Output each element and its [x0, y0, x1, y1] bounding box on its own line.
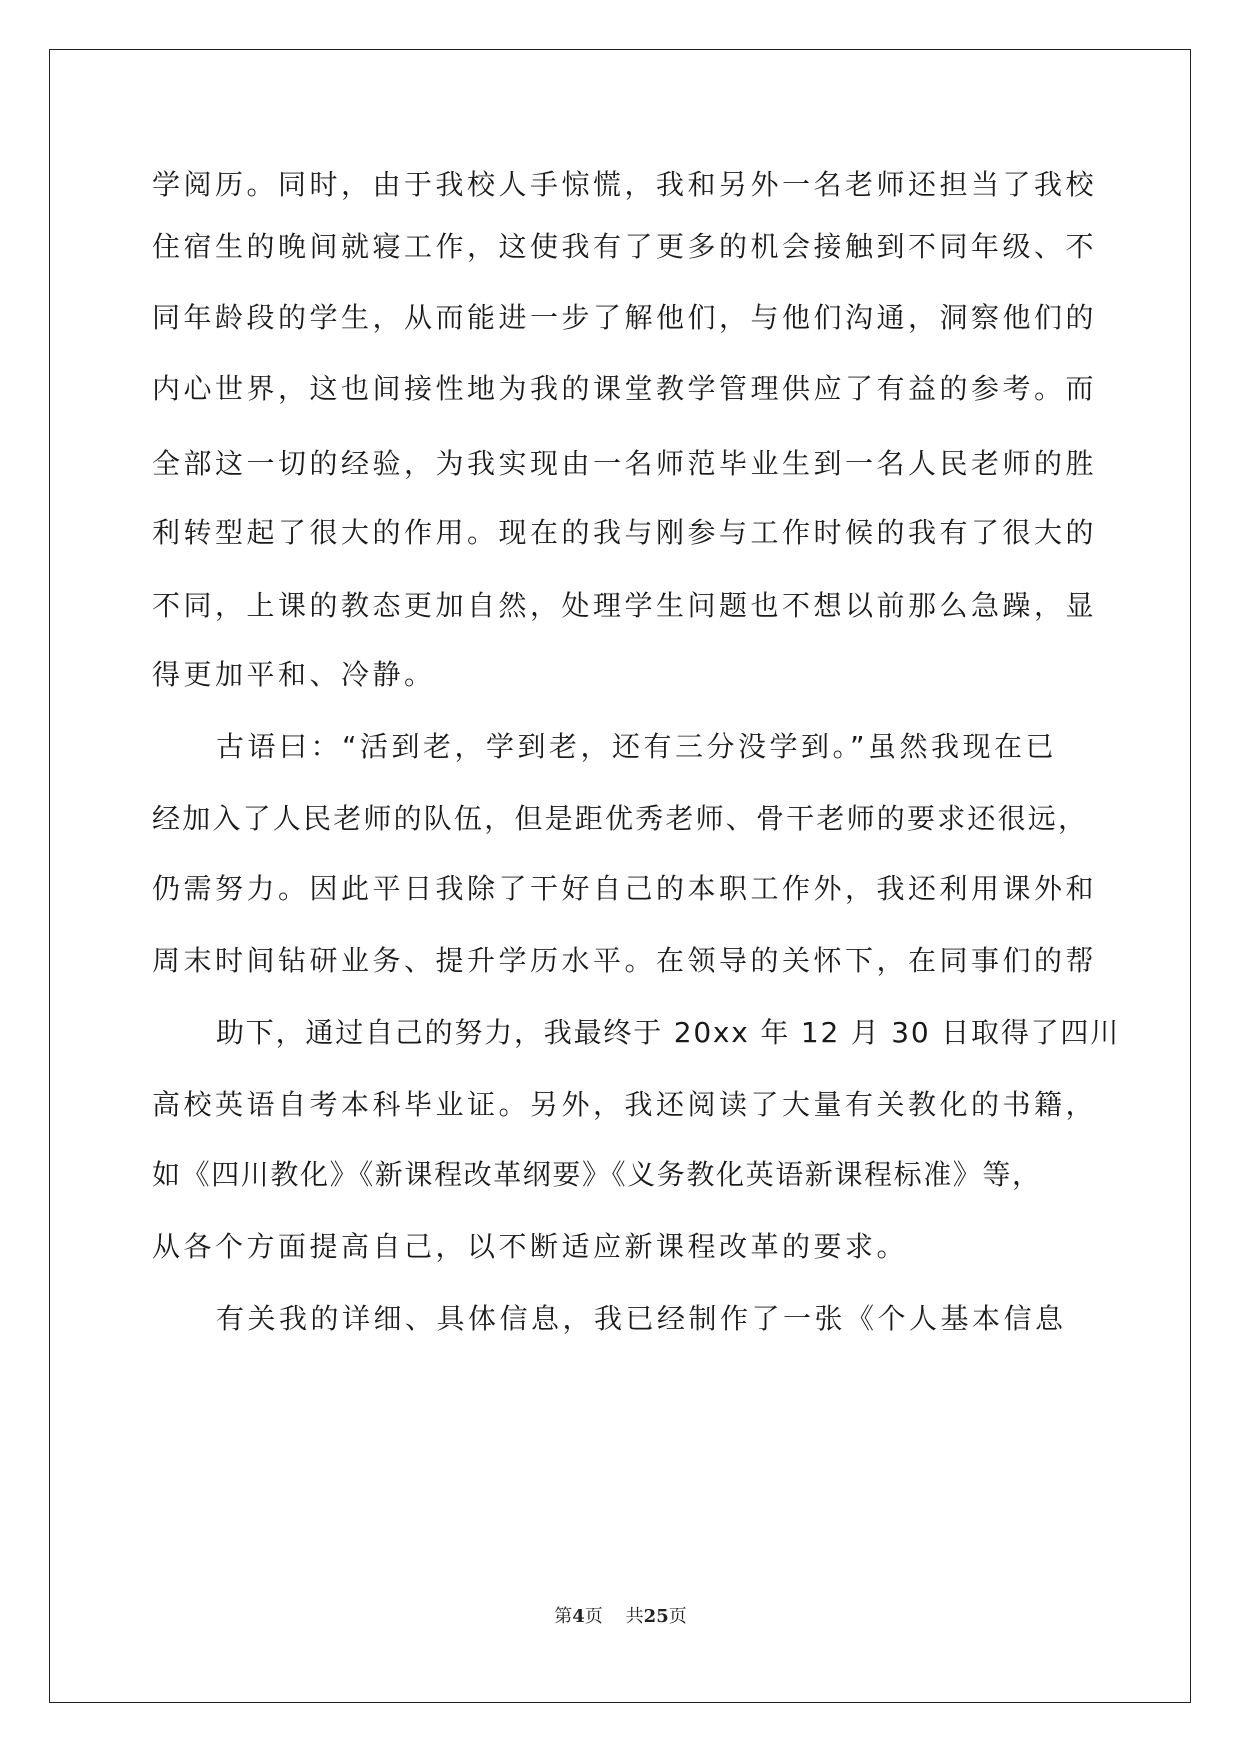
total-pages: 25 — [643, 1606, 669, 1627]
body-text-line: 经加入了人民老师的队伍，但是距优秀老师、骨干老师的要求还很远， — [152, 802, 1089, 835]
page-suffix: 页 — [584, 1606, 603, 1627]
total-suffix: 页 — [668, 1606, 687, 1627]
paragraph-first-line: 古语曰：“活到老，学到老，还有三分没学到。”虽然我现在已 — [216, 730, 1058, 763]
page-number: 4 — [572, 1606, 585, 1627]
page-prefix: 第 — [554, 1606, 573, 1627]
body-text-line: 利转型起了很大的作用。现在的我与刚参与工作时候的我有了很大的 — [152, 516, 1098, 549]
body-text-line: 如《四川教化》《新课程改革纲要》《义务教化英语新课程标准》等， — [152, 1158, 1042, 1191]
body-text-line: 得更加平和、冷静。 — [152, 658, 436, 691]
paragraph-first-line: 助下，通过自己的努力，我最终于 20xx 年 12 月 30 日取得了四川 — [216, 1016, 1121, 1049]
body-text-line: 不同，上课的教态更加自然，处理学生问题也不想以前那么急躁，显 — [152, 589, 1098, 622]
page-footer — [0, 1605, 1241, 1629]
paragraph-first-line: 有关我的详细、具体信息，我已经制作了一张《个人基本信息 — [216, 1302, 1067, 1335]
body-text-line: 高校英语自考本科毕业证。另外，我还阅读了大量有关教化的书籍， — [152, 1088, 1098, 1121]
body-text-line: 内心世界，这也间接性地为我的课堂教学管理供应了有益的参考。而 — [152, 372, 1098, 405]
body-text-line: 从各个方面提高自己，以不断适应新课程改革的要求。 — [152, 1230, 909, 1263]
body-text-line: 仍需努力。因此平日我除了干好自己的本职工作外，我还利用课外和 — [152, 872, 1098, 905]
total-prefix: 共 — [625, 1606, 644, 1627]
body-text-line: 同年龄段的学生，从而能进一步了解他们，与他们沟通，洞察他们的 — [152, 301, 1098, 334]
body-text-line: 学阅历。同时，由于我校人手惊慌，我和另外一名老师还担当了我校 — [152, 168, 1098, 201]
body-text-line: 周末时间钻研业务、提升学历水平。在领导的关怀下，在同事们的帮 — [152, 944, 1098, 977]
body-text-line: 全部这一切的经验，为我实现由一名师范毕业生到一名人民老师的胜 — [152, 447, 1098, 480]
body-text-line: 住宿生的晚间就寝工作，这使我有了更多的机会接触到不同年级、不 — [152, 230, 1098, 263]
